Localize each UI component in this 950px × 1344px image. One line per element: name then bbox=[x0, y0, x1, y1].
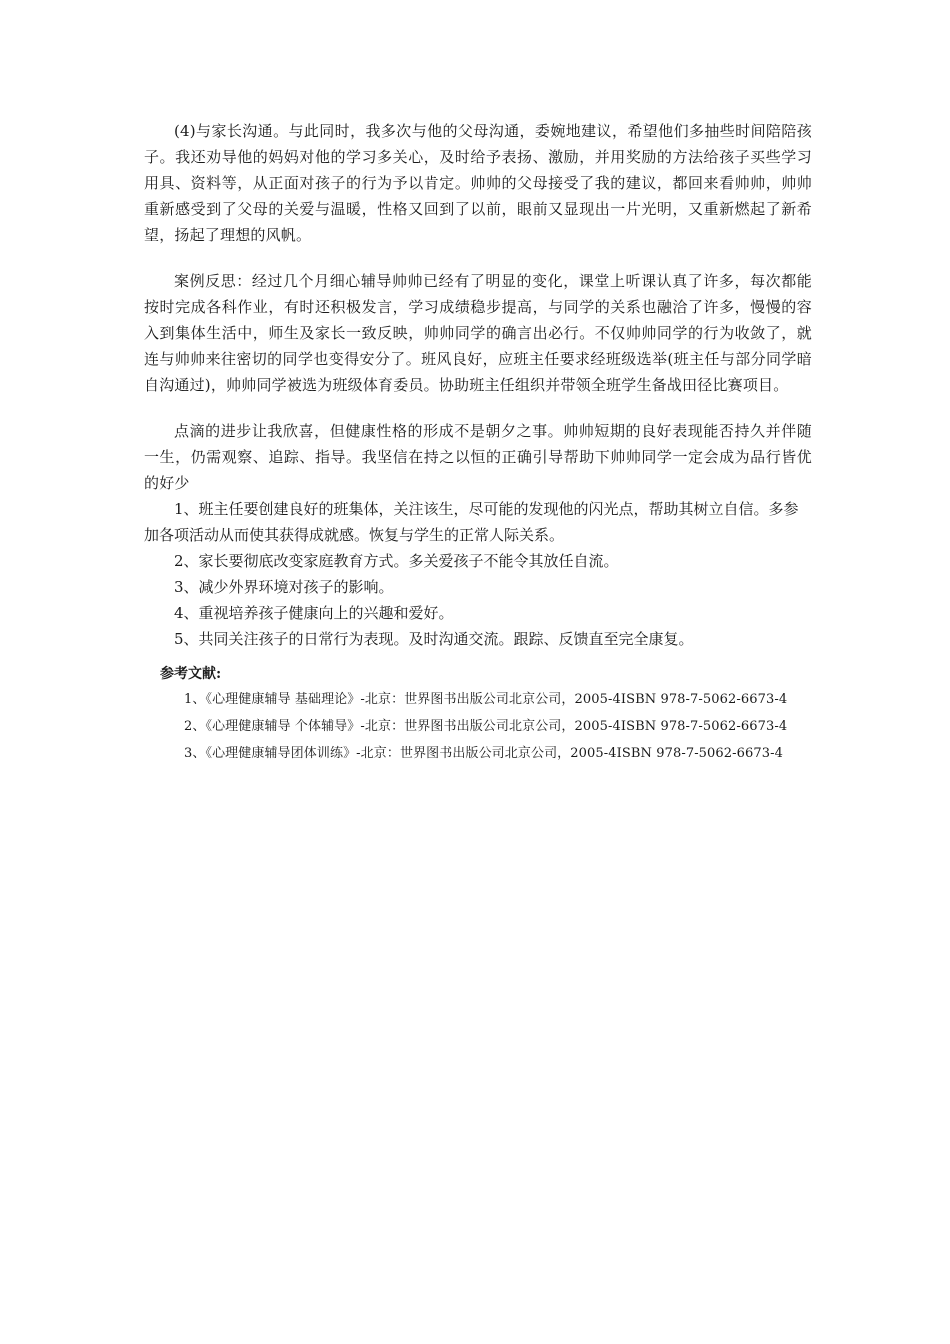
suggestion-item: 4、重视培养孩子健康向上的兴趣和爱好。 bbox=[174, 604, 454, 622]
document-page bbox=[144, 118, 812, 767]
reference-item: 3、《心理健康辅导团体训练》-北京：世界图书出版公司北京公司，2005-4ISBN 978-7-5062-6673-4 bbox=[184, 746, 784, 761]
paragraph-case-reflection: 案例反思：经过几个月细心辅导帅帅已经有了明显的变化，课堂上听课认真了许多，每次都能按时完成各科作业，有时还积极发言，学习成绩稳步提高，与同学的关系也融洽了许多，慢慢的容入到集体生活中，师生及家长一致反映，帅帅同学的确言出必行。不仅帅帅同学的行为收敛了，就连与帅帅来往密切的同学也变得安分了。班风良好，应班主任要求经班级选举(班主任与部分同学暗自沟通过)，帅帅同学被选为班级体育委员。协助班主任组织并带领全班学生备战田径比赛项目。 bbox=[144, 272, 812, 394]
reference-item: 1、《心理健康辅导 基础理论》-北京：世界图书出版公司北京公司，2005-4ISBN 978-7-5062-6673-4 bbox=[184, 692, 788, 707]
suggestion-item: 2、家长要彻底改变家庭教育方式。多关爱孩子不能令其放任自流。 bbox=[174, 552, 619, 570]
suggestion-item: 5、共同关注孩子的日常行为表现。及时沟通交流。跟踪、反馈直至完全康复。 bbox=[174, 630, 694, 648]
suggestion-list bbox=[144, 496, 812, 652]
suggestion-item: 1、班主任要创建良好的班集体，关注该生，尽可能的发现他的闪光点，帮助其树立自信。多参加各项活动从而使其获得成就感。恢复与学生的正常人际关系。 bbox=[144, 500, 799, 544]
references-section bbox=[144, 662, 812, 767]
references-title: 参考文献: bbox=[160, 666, 222, 682]
paragraph-progress: 点滴的进步让我欣喜，但健康性格的形成不是朝夕之事。帅帅短期的良好表现能否持久并伴随一生，仍需观察、追踪、指导。我坚信在持之以恒的正确引导帮助下帅帅同学一定会成为品行皆优的好少 bbox=[144, 422, 812, 492]
reference-item: 2、《心理健康辅导 个体辅导》-北京：世界图书出版公司北京公司，2005-4ISBN 978-7-5062-6673-4 bbox=[184, 719, 788, 734]
suggestion-item: 3、减少外界环境对孩子的影响。 bbox=[174, 578, 394, 596]
paragraph-parent-communication: (4)与家长沟通。与此同时，我多次与他的父母沟通，委婉地建议，希望他们多抽些时间陪陪孩子。我还劝导他的妈妈对他的学习多关心，及时给予表扬、激励，并用奖励的方法给孩子买些学习用具、资料等，从正面对孩子的行为予以肯定。帅帅的父母接受了我的建议，都回来看帅帅，帅帅重新感受到了父母的关爱与温暖，性格又回到了以前，眼前又显现出一片光明，又重新燃起了新希望，扬起了理想的风帆。 bbox=[144, 122, 812, 244]
